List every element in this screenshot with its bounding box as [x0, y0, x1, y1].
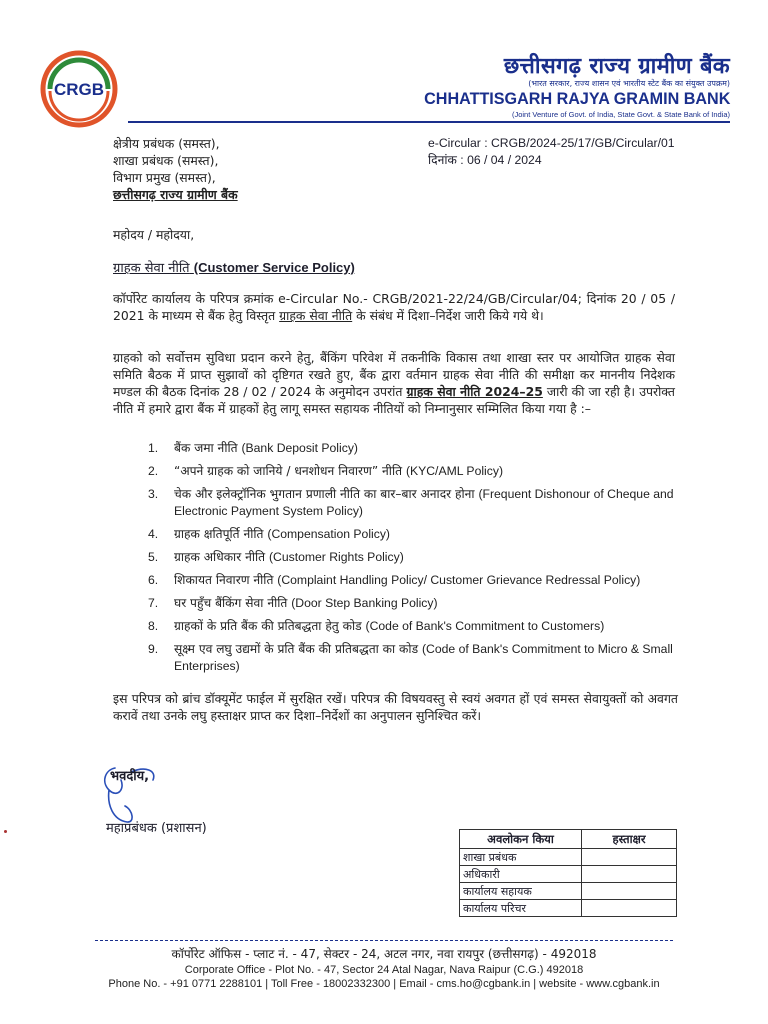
- table-row: [460, 883, 677, 900]
- salutation: महोदय / महोदया,: [113, 227, 195, 242]
- list-item: 8. ग्राहकों के प्रति बैंक की प्रतिबद्धता हेतु कोड (Code of Bank's Commitment to Customers): [148, 619, 605, 633]
- circular-number: e-Circular : CRGB/2024-25/17/GB/Circular/01: [428, 136, 675, 150]
- ink-mark: [4, 830, 7, 833]
- table-header-row: [460, 830, 677, 849]
- circular-meta: [428, 135, 675, 169]
- table-row: [460, 900, 677, 917]
- addressee-block: [113, 135, 238, 203]
- list-item: 2. “अपने ग्राहक को जानिये / धनशोधन निवारण” नीति (KYC/AML Policy): [148, 464, 504, 478]
- paragraph-policy-intro: [113, 349, 675, 417]
- bank-subtitle-english: (Joint Venture of Govt. of India, State Govt. & State Bank of India): [511, 110, 730, 119]
- para1-text-end: के संबंध में दिशा–निर्देश जारी किये गये थे।: [352, 308, 544, 323]
- footer-address-english: Corporate Office - Plot No. - 47, Sector 24 Atal Nagar, Nava Raipur (C.G.) 492018: [184, 964, 584, 976]
- crgb-logo: [40, 50, 118, 128]
- signature-cell: [582, 866, 677, 883]
- signature-cell: [582, 883, 677, 900]
- footer-address-hindi: कॉर्पोरेट ऑफिस - प्लाट नं. - 47, सेक्टर - 24, अटल नगर, नवा रायपुर (छत्तीसगढ़) - 492018: [171, 947, 597, 961]
- bank-name-english: CHHATTISGARH RAJYA GRAMIN BANK: [423, 89, 730, 108]
- addressee-line: शाखा प्रबंधक (समस्त),: [113, 153, 219, 168]
- paragraph-instructions: इस परिपत्र को ब्रांच डॉक्यूमेंट फाईल में सुरक्षित रखें। परिपत्र की विषयवस्तु से स्वयं अवगत हों एवं समस्त सेवायुक्तों को अवगत करावें तथा उनके लघु हस्ताक्षर प्राप्त कर दिशा–निर्देशों का अनुपालन सुनिश्चित करें।: [113, 691, 678, 723]
- paragraph-reference: [113, 290, 675, 324]
- para1-policy-ref: ग्राहक सेवा नीति: [279, 308, 353, 323]
- role-cell: कार्यालय सहायक: [460, 883, 582, 900]
- circular-date: दिनांक : 06 / 04 / 2024: [428, 153, 542, 167]
- list-item: 7. घर पहुँच बैंकिंग सेवा नीति (Door Step Banking Policy): [148, 596, 438, 610]
- para1-text: कॉर्पोरेट कार्यालय के परिपत्र क्रमांक e-Circular No.- CRGB/2021-22/24/GB/Circular/04; दिनांक 20 / 05 / 2021 के माध्यम से बैंक हेतु विस्तृत: [113, 291, 675, 323]
- acknowledgement-table: [459, 829, 677, 917]
- footer-contact: Phone No. - +91 0771 2288101 | Toll Free - 18002332300 | Email - cms.ho@cgbank.in | website - www.cgbank.in: [108, 978, 660, 990]
- bank-name-hindi: छत्तीसगढ़ राज्य ग्रामीण बैंक: [503, 54, 730, 79]
- table-row: [460, 849, 677, 866]
- col-reviewed: अवलोकन किया: [460, 830, 582, 849]
- signatory-designation: महाप्रबंधक (प्रशासन): [106, 821, 207, 836]
- para2-policy-name: ग्राहक सेवा नीति 2024–25: [406, 384, 543, 399]
- list-item: 9. सूक्ष्म एव लघु उद्यमों के प्रति बैंक की प्रतिबद्धता का कोड (Code of Bank's Commitment to Micro & Small Enterprises): [148, 642, 673, 673]
- footer-divider: [95, 940, 673, 941]
- role-cell: अधिकारी: [460, 866, 582, 883]
- list-item: 6. शिकायत निवारण नीति (Complaint Handling Policy/ Customer Grievance Redressal Policy): [148, 573, 641, 587]
- closing-yours: भवदीय,: [110, 769, 150, 784]
- policy-list: [148, 440, 683, 675]
- addressee-line: विभाग प्रमुख (समस्त),: [113, 170, 216, 185]
- para2-text-end: जारी की जा रही है। उपरोक्त नीति में हमारे द्वारा बैंक में ग्राहकों हेतु लागू समस्त सहायक नीतियों को निम्नानुसार सम्मिलित किया गया है :–: [113, 384, 675, 416]
- list-item: 3. चेक और इलेक्ट्रॉनिक भुगतान प्रणाली नीति का बार–बार अनादर होना (Frequent Dishonour of Cheque and Electronic Payment System Policy): [148, 487, 674, 518]
- subject-line: [113, 258, 355, 276]
- role-cell: कार्यालय परिचर: [460, 900, 582, 917]
- role-cell: शाखा प्रबंधक: [460, 849, 582, 866]
- signature-cell: [582, 849, 677, 866]
- list-item: 5. ग्राहक अधिकार नीति (Customer Rights Policy): [148, 550, 404, 564]
- logo-text: CRGB: [53, 80, 105, 99]
- header-divider: [128, 121, 730, 123]
- col-signature: हस्ताक्षर: [582, 830, 677, 849]
- table-row: [460, 866, 677, 883]
- subject-hindi: ग्राहक सेवा नीति: [113, 261, 190, 276]
- addressee-line: क्षेत्रीय प्रबंधक (समस्त),: [113, 136, 220, 151]
- list-item: 4. ग्राहक क्षतिपूर्ति नीति (Compensation Policy): [148, 527, 390, 541]
- para2-text: ग्राहको को सर्वोत्तम सुविधा प्रदान करने हेतु, बैंकिंग परिवेश में तकनीकि विकास तथा शाखा स्तर पर आयोजित ग्राहक सेवा समिति बैठक में प्राप्त सुझावों को दृष्टिगत रखते हुए, बैंक द्वारा वर्तमान ग्राहक सेवा नीति की समीक्षा कर माननीय निदेशक मण्डल की बैठक दिनांक 28 / 02 / 2024 के अनुमोदन उपरांत: [113, 350, 675, 399]
- list-item: 1. बैंक जमा नीति (Bank Deposit Policy): [148, 441, 358, 455]
- addressee-bank: छत्तीसगढ़ राज्य ग्रामीण बैंक: [113, 187, 238, 202]
- signature-cell: [582, 900, 677, 917]
- subject-english: (Customer Service Policy): [193, 260, 355, 275]
- bank-subtitle-hindi: (भारत सरकार, राज्य शासन एवं भारतीय स्टेट बैंक का संयुक्त उपक्रम): [528, 79, 730, 88]
